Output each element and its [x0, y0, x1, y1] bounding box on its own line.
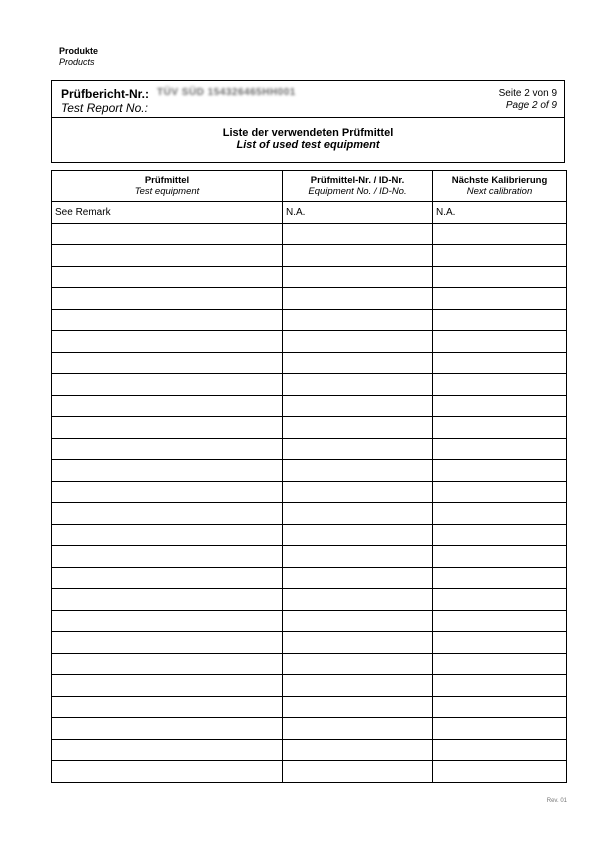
table-cell — [433, 374, 567, 396]
table-cell — [283, 696, 433, 718]
report-number-label-en: Test Report No.: — [61, 101, 148, 115]
table-cell — [433, 352, 567, 374]
table-cell — [433, 718, 567, 740]
table-row — [52, 589, 567, 611]
column-header-label-de: Prüfmittel-Nr. / ID-Nr. — [310, 175, 405, 186]
table-cell — [283, 589, 433, 611]
table-cell — [52, 675, 283, 697]
column-header-label-de: Prüfmittel — [144, 175, 190, 186]
list-title — [52, 127, 564, 151]
table-cell — [433, 524, 567, 546]
table-cell — [433, 395, 567, 417]
report-number-value: TÜV SÜD 154326465HH001 — [157, 87, 296, 98]
table-cell — [433, 331, 567, 353]
table-cell — [52, 653, 283, 675]
table-cell — [283, 567, 433, 589]
table-cell — [433, 696, 567, 718]
table-cell — [52, 417, 283, 439]
equipment-table — [51, 170, 567, 783]
table-cell — [283, 374, 433, 396]
table-cell — [52, 718, 283, 740]
table-cell — [283, 438, 433, 460]
table-cell — [433, 546, 567, 568]
table-cell — [283, 503, 433, 525]
table-cell: N.A. — [283, 202, 433, 224]
table-cell — [52, 739, 283, 761]
column-header-label-en: Equipment No. / ID-No. — [308, 186, 407, 197]
report-header-box — [51, 80, 565, 163]
table-row — [52, 460, 567, 482]
table-cell — [52, 288, 283, 310]
table-cell — [52, 503, 283, 525]
table-cell — [433, 417, 567, 439]
table-cell — [283, 395, 433, 417]
table-cell — [52, 460, 283, 482]
table-cell — [52, 438, 283, 460]
table-cell — [283, 352, 433, 374]
table-cell — [433, 567, 567, 589]
table-row — [52, 288, 567, 310]
table-cell — [283, 288, 433, 310]
table-row — [52, 567, 567, 589]
table-cell — [52, 696, 283, 718]
table-row — [52, 610, 567, 632]
table-cell — [433, 589, 567, 611]
table-row — [52, 374, 567, 396]
table-cell — [433, 739, 567, 761]
table-cell — [52, 245, 283, 267]
table-row — [52, 632, 567, 654]
list-title-en: List of used test equipment — [236, 139, 380, 151]
table-cell — [433, 632, 567, 654]
table-row — [52, 202, 567, 224]
table-row — [52, 331, 567, 353]
table-row — [52, 718, 567, 740]
table-row — [52, 417, 567, 439]
table-cell — [283, 718, 433, 740]
table-row — [52, 309, 567, 331]
table-cell — [52, 524, 283, 546]
category-label-de: Produkte — [59, 46, 99, 56]
table-cell — [433, 481, 567, 503]
table-header-row — [52, 171, 567, 202]
table-cell — [52, 266, 283, 288]
table-cell — [52, 481, 283, 503]
table-cell — [433, 675, 567, 697]
column-header-label-en: Next calibration — [466, 186, 533, 197]
table-cell — [52, 309, 283, 331]
table-cell — [52, 546, 283, 568]
table-row — [52, 524, 567, 546]
table-cell — [52, 761, 283, 783]
table-row — [52, 266, 567, 288]
table-cell — [433, 245, 567, 267]
table-row — [52, 761, 567, 783]
table-row — [52, 739, 567, 761]
table-cell — [283, 653, 433, 675]
table-cell — [433, 610, 567, 632]
table-cell — [283, 610, 433, 632]
table-cell — [283, 331, 433, 353]
table-cell — [433, 288, 567, 310]
table-cell: See Remark — [52, 202, 283, 224]
table-cell — [283, 761, 433, 783]
table-row — [52, 223, 567, 245]
table-cell — [433, 761, 567, 783]
table-cell — [52, 632, 283, 654]
table-cell — [283, 460, 433, 482]
document-category — [59, 46, 98, 68]
table-cell — [283, 223, 433, 245]
table-cell — [52, 395, 283, 417]
table-cell — [283, 266, 433, 288]
table-cell — [52, 374, 283, 396]
table-cell: N.A. — [433, 202, 567, 224]
table-row — [52, 503, 567, 525]
table-cell — [433, 653, 567, 675]
table-cell — [52, 331, 283, 353]
table-row — [52, 481, 567, 503]
table-cell — [283, 309, 433, 331]
table-cell — [433, 266, 567, 288]
column-header-next-calibration — [433, 171, 567, 202]
table-cell — [433, 223, 567, 245]
table-row — [52, 653, 567, 675]
table-row — [52, 395, 567, 417]
table-cell — [283, 417, 433, 439]
table-cell — [283, 675, 433, 697]
table-cell — [52, 610, 283, 632]
table-cell — [433, 309, 567, 331]
table-cell — [283, 739, 433, 761]
list-title-de: Liste der verwendeten Prüfmittel — [222, 127, 394, 139]
table-cell — [433, 438, 567, 460]
column-header-label-de: Nächste Kalibrierung — [451, 175, 548, 186]
table-row — [52, 546, 567, 568]
table-cell — [283, 632, 433, 654]
column-header-equipment — [52, 171, 283, 202]
table-cell — [283, 481, 433, 503]
table-cell — [283, 546, 433, 568]
table-cell — [52, 567, 283, 589]
page-number-de: Seite 2 von 9 — [498, 88, 557, 99]
table-row — [52, 352, 567, 374]
table-row — [52, 675, 567, 697]
table-cell — [283, 245, 433, 267]
table-cell — [52, 352, 283, 374]
table-row — [52, 245, 567, 267]
table-row — [52, 696, 567, 718]
table-cell — [283, 524, 433, 546]
report-number-row — [52, 81, 564, 118]
report-number-label-de: Prüfbericht-Nr.: — [61, 87, 150, 101]
page-number-en: Page 2 of 9 — [505, 100, 557, 111]
table-cell — [433, 460, 567, 482]
column-header-equipment-no — [283, 171, 433, 202]
table-cell — [433, 503, 567, 525]
table-row — [52, 438, 567, 460]
revision-label: Rev. 01 — [546, 798, 567, 804]
table-cell — [52, 223, 283, 245]
table-cell — [52, 589, 283, 611]
column-header-label-en: Test equipment — [134, 186, 200, 197]
category-label-en: Products — [59, 57, 95, 67]
